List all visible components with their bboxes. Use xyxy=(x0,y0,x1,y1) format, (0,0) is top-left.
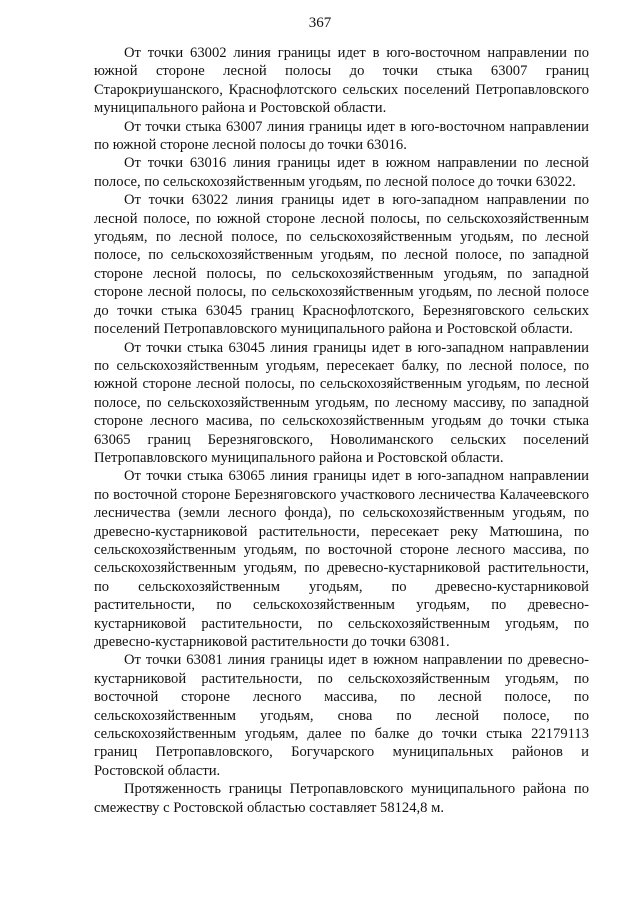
paragraph: От точки стыка 63045 линия границы идет в юго-западном направлении по сельскохозяйственным угодьям, пересекает балку, по лесной полосе, по южной стороне лесной полосы, по сельскохозяйственным угодьям, по лесной полосе, по сельскохозяйственным угодьям, по лесному массиву, по западной стороне лесного масива, по сельскохозяйственным угодьям до точки стыка 63065 границ Березняговского, Новолиманского сельских поселений Петропавловского муниципального района и Ростовской области. xyxy=(94,339,589,466)
document-body xyxy=(94,44,589,817)
page-number: 367 xyxy=(308,15,332,31)
paragraph: От точки 63022 линия границы идет в юго-западном направлении по лесной полосе, по южной стороне лесной полосы, по сельскохозяйственным угодьям, по лесной полосе, по сельскохозяйственным угодьям, по лесной полосе, по сельскохозяйственным угодьям, по лесной полосе, по западной стороне лесной полосы, по сельскохозяйственным угодьям, по западной стороне лесной полосы, по сельскохозяйственным угодьям, по лесной полосе до точки стыка 63045 границ Краснофлотского, Березняговского сельских поселений Петропавловского муниципального района и Ростовской области. xyxy=(94,192,589,338)
paragraph: От точки 63016 линия границы идет в южном направлении по лесной полосе, по сельскохозяйственным угодьям, по лесной полосе до точки 63022. xyxy=(94,155,589,190)
paragraph: От точки 63002 линия границы идет в юго-восточном направлении по южной стороне лесной полосы до точки стыка 63007 границ Старокриушанского, Краснофлотского сельских поселений Петропавловского муниципального района и Ростовской области. xyxy=(94,45,589,117)
paragraph: От точки 63081 линия границы идет в южном направлении по древесно-кустарниковой растительности, по сельскохозяйственным угодьям, по восточной стороне лесного массива, по лесной полосе, по сельскохозяйственным угодьям, снова по лесной полосе, по сельскохозяйственным угодьям, далее по балке до точки стыка 22179113 границ Петропавловского, Богучарского муниципальных районов и Ростовской области. xyxy=(94,652,589,779)
paragraph: От точки стыка 63007 линия границы идет в юго-восточном направлении по южной стороне лесной полосы до точки 63016. xyxy=(94,118,589,154)
paragraph: От точки стыка 63065 линия границы идет в юго-западном направлении по восточной стороне Березняговского участкового лесничества Калачеевского лесничества (земли лесного фонда), по сельскохозяйственным угодьям, по древесно-кустарниковой растительности, пересекает реку Матюшина, по сельскохозяйственным угодьям, по восточной стороне лесного массива, по сельскохозяйственным угодьям, по древесно-кустарниковой растительности, по сельскохозяйственным угодьям, по древесно-кустарниковой растительности, по сельскохозяйственным угодьям, по древесно-кустарниковой растительности, по сельскохозяйственным угодьям, по древесно-кустарниковой растительности до точки 63081. xyxy=(94,468,589,650)
paragraph: Протяженность границы Петропавловского муниципального района по смежеству с Ростовской областью составляет 58124,8 м. xyxy=(94,781,589,816)
